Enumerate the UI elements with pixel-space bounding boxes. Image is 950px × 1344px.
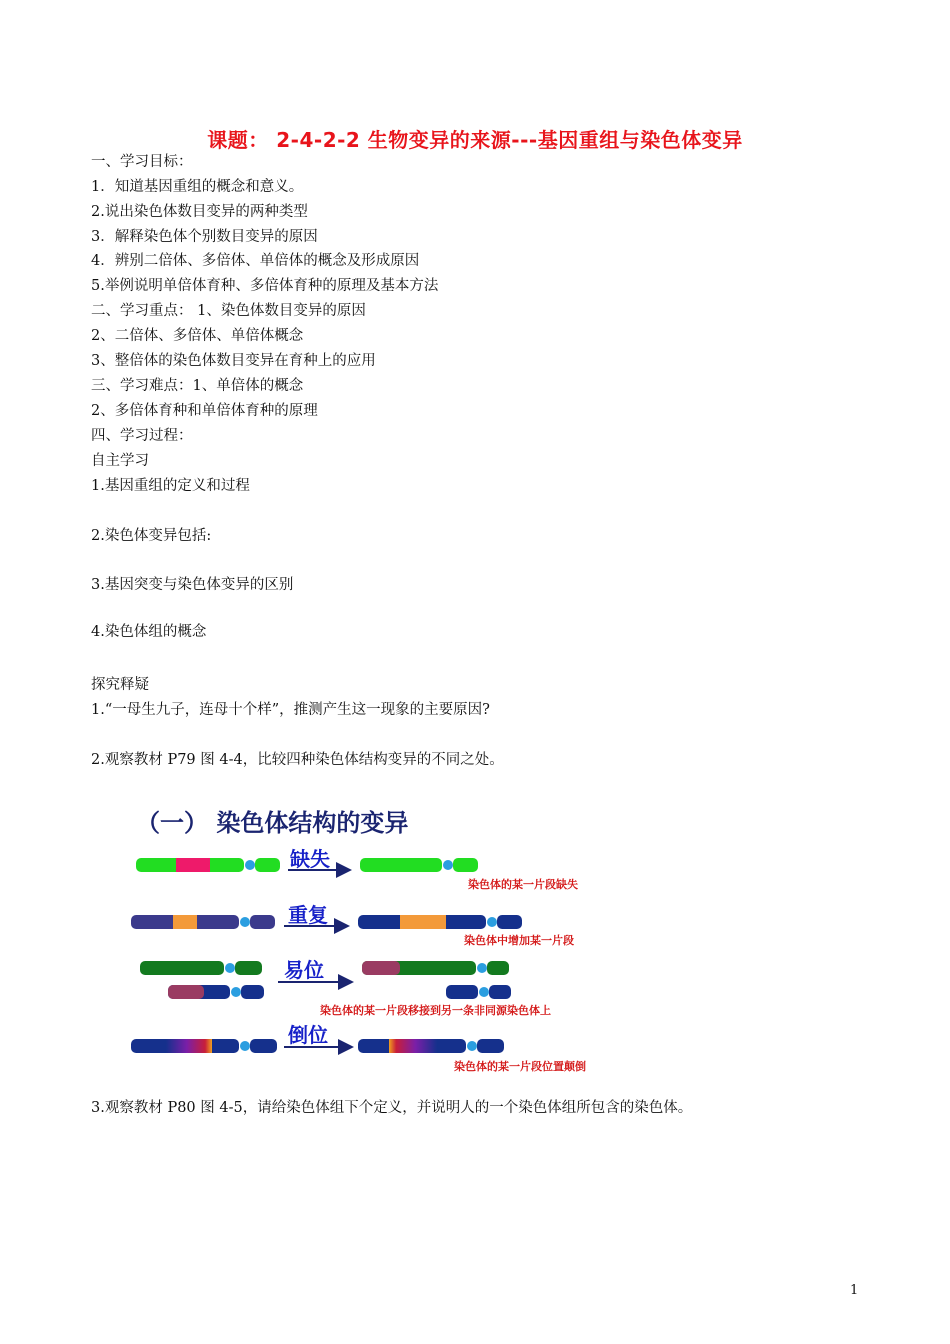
centromere <box>231 987 241 997</box>
figure-heading: （一） 染色体结构的变异 <box>136 809 409 837</box>
duplicated-segment <box>400 915 446 929</box>
duplication-row <box>131 903 574 947</box>
duplication-caption: 染色体中增加某一片段 <box>464 934 574 947</box>
chromosome-segment <box>140 961 224 975</box>
centromere <box>240 917 250 927</box>
question-item: 1.“一母生九子，连母十个样”，推测产生这一现象的主要原因? <box>91 702 490 718</box>
segment <box>173 915 197 929</box>
section-heading-key-points: 二、学习重点： 1、染色体数目变异的原因 <box>91 303 366 319</box>
chromosome-arm <box>497 915 522 929</box>
question-item: 3.基因突变与染色体变异的区别 <box>91 577 294 593</box>
objective-item: 4．辨别二倍体、多倍体、单倍体的概念及形成原因 <box>91 253 420 269</box>
question-item: 1.基因重组的定义和过程 <box>91 478 250 494</box>
question-item: 2.染色体变异包括: <box>91 528 212 544</box>
section-heading-process: 四、学习过程： <box>91 428 193 444</box>
question-item: 2.观察教材 P79 图 4-4，比较四种染色体结构变异的不同之处。 <box>91 752 504 768</box>
chromosome-arm <box>489 985 511 999</box>
page-number: 1 <box>850 1283 859 1298</box>
translocated-segment <box>168 985 204 999</box>
inverted-segment <box>389 1039 437 1053</box>
chromosome-arm <box>453 858 478 872</box>
section-heading-difficulties: 三、学习难点：1、单倍体的概念 <box>91 378 304 394</box>
chromosome-structure-figure <box>128 802 668 1087</box>
deletion-row <box>136 847 578 891</box>
chromosome-arm <box>241 985 264 999</box>
inversion-caption: 染色体的某一片段位置颠倒 <box>454 1060 586 1073</box>
centromere <box>225 963 235 973</box>
objective-item: 5.举例说明单倍体育种、多倍体育种的原理及基本方法 <box>91 278 439 294</box>
inversion-label: 倒位 <box>288 1023 328 1047</box>
key-point-item: 2、二倍体、多倍体、单倍体概念 <box>91 328 304 344</box>
inverted-segment <box>166 1039 212 1053</box>
translocation-label: 易位 <box>284 958 324 982</box>
chromosome-segment <box>360 858 442 872</box>
chromosome-arm <box>477 1039 504 1053</box>
objective-item: 1．知道基因重组的概念和意义。 <box>91 179 304 195</box>
chromosome-arm <box>487 961 509 975</box>
chromosome-arm <box>235 961 262 975</box>
centromere <box>245 860 255 870</box>
translocation-row <box>140 958 551 1017</box>
deleted-segment <box>176 858 210 872</box>
centromere <box>487 917 497 927</box>
chromosome-arm <box>250 1039 277 1053</box>
duplication-label: 重复 <box>288 903 328 927</box>
translocated-segment <box>362 961 400 975</box>
subsection-self-study: 自主学习 <box>91 453 149 469</box>
section-heading-objectives: 一、学习目标： <box>91 154 193 170</box>
chromosome-arm <box>255 858 280 872</box>
deletion-caption: 染色体的某一片段缺失 <box>468 878 578 891</box>
translocation-caption: 染色体的某一片段移接到另一条非同源染色体上 <box>320 1004 551 1017</box>
deletion-label: 缺失 <box>290 847 330 871</box>
key-point-item: 3、整倍体的染色体数目变异在育种上的应用 <box>91 353 376 369</box>
chromosome-segment <box>446 985 478 999</box>
question-item: 3.观察教材 P80 图 4-5，请给染色体组下个定义，并说明人的一个染色体组所包含的染色体。 <box>91 1100 693 1116</box>
inversion-row <box>131 1023 586 1073</box>
centromere <box>479 987 489 997</box>
centromere <box>477 963 487 973</box>
centromere <box>240 1041 250 1051</box>
page-title: 课题： 2-4-2-2 生物变异的来源---基因重组与染色体变异 <box>207 128 743 152</box>
centromere <box>467 1041 477 1051</box>
question-item: 4.染色体组的概念 <box>91 624 207 640</box>
difficulty-item: 2、多倍体育种和单倍体育种的原理 <box>91 403 318 419</box>
objective-item: 2.说出染色体数目变异的两种类型 <box>91 204 308 220</box>
objective-item: 3．解释染色体个别数目变异的原因 <box>91 229 318 245</box>
centromere <box>443 860 453 870</box>
subsection-inquiry: 探究释疑 <box>91 677 149 693</box>
chromosome-arm <box>250 915 275 929</box>
